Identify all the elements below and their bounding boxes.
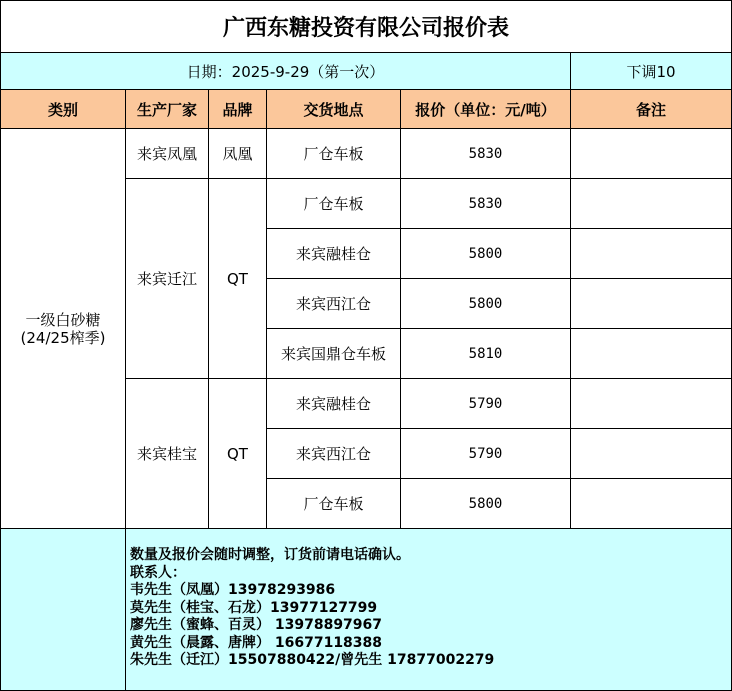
header-category: 类别	[0, 90, 126, 129]
delivery-cell: 来宾融桂仓	[267, 229, 401, 279]
price-cell: 5800	[401, 279, 571, 329]
manufacturer-cell: 来宾凤凰	[126, 129, 209, 179]
remark-cell	[571, 229, 732, 279]
note-line: 莫先生（桂宝、石龙）13977127799	[130, 599, 378, 616]
note-line: 朱先生（迁江）15507880422/曾先生 17877002279	[130, 652, 495, 668]
remark-cell	[571, 129, 732, 179]
date-label: 日期：2025-9-29（第一次）	[0, 53, 571, 90]
remark-cell	[571, 179, 732, 229]
category-name: 一级白砂糖	[25, 310, 101, 329]
delivery-cell: 厂仓车板	[267, 479, 401, 529]
delivery-cell: 厂仓车板	[267, 129, 401, 179]
notes-block	[126, 529, 732, 691]
price-cell: 5800	[401, 479, 571, 529]
header-delivery: 交货地点	[267, 90, 401, 129]
price-cell: 5830	[401, 179, 571, 229]
category-cell	[0, 129, 126, 529]
header-price: 报价（单位：元/吨）	[401, 90, 571, 129]
brand-cell: QT	[209, 179, 267, 379]
delivery-cell: 来宾融桂仓	[267, 379, 401, 429]
price-cell: 5810	[401, 329, 571, 379]
manufacturer-cell: 来宾桂宝	[126, 379, 209, 529]
note-line: 联系人：	[130, 564, 186, 581]
remark-cell	[571, 479, 732, 529]
remark-cell	[571, 379, 732, 429]
price-cell: 5790	[401, 379, 571, 429]
delivery-cell: 来宾西江仓	[267, 429, 401, 479]
brand-cell: QT	[209, 379, 267, 529]
header-manufacturer: 生产厂家	[126, 90, 209, 129]
header-brand: 品牌	[209, 90, 267, 129]
note-line: 黄先生（晨露、唐牌） 16677118388	[130, 634, 383, 651]
price-cell: 5790	[401, 429, 571, 479]
price-adjustment: 下调10	[571, 53, 732, 90]
category-season: (24/25榨季)	[20, 328, 106, 347]
delivery-cell: 来宾国鼎仓车板	[267, 329, 401, 379]
brand-cell: 凤凰	[209, 129, 267, 179]
note-line: 韦先生（凤凰）13978293986	[130, 582, 336, 598]
remark-cell	[571, 429, 732, 479]
price-cell: 5800	[401, 229, 571, 279]
remark-cell	[571, 279, 732, 329]
remark-cell	[571, 329, 732, 379]
note-line: 数量及报价会随时调整，订货前请电话确认。	[130, 547, 410, 563]
note-line: 廖先生（蜜蜂、百灵） 13978897967	[130, 617, 383, 633]
delivery-cell: 厂仓车板	[267, 179, 401, 229]
sheet-title: 广西东糖投资有限公司报价表	[0, 0, 732, 53]
footer-left	[0, 529, 126, 691]
header-remark: 备注	[571, 90, 732, 129]
price-cell: 5830	[401, 129, 571, 179]
manufacturer-cell: 来宾迁江	[126, 179, 209, 379]
delivery-cell: 来宾西江仓	[267, 279, 401, 329]
